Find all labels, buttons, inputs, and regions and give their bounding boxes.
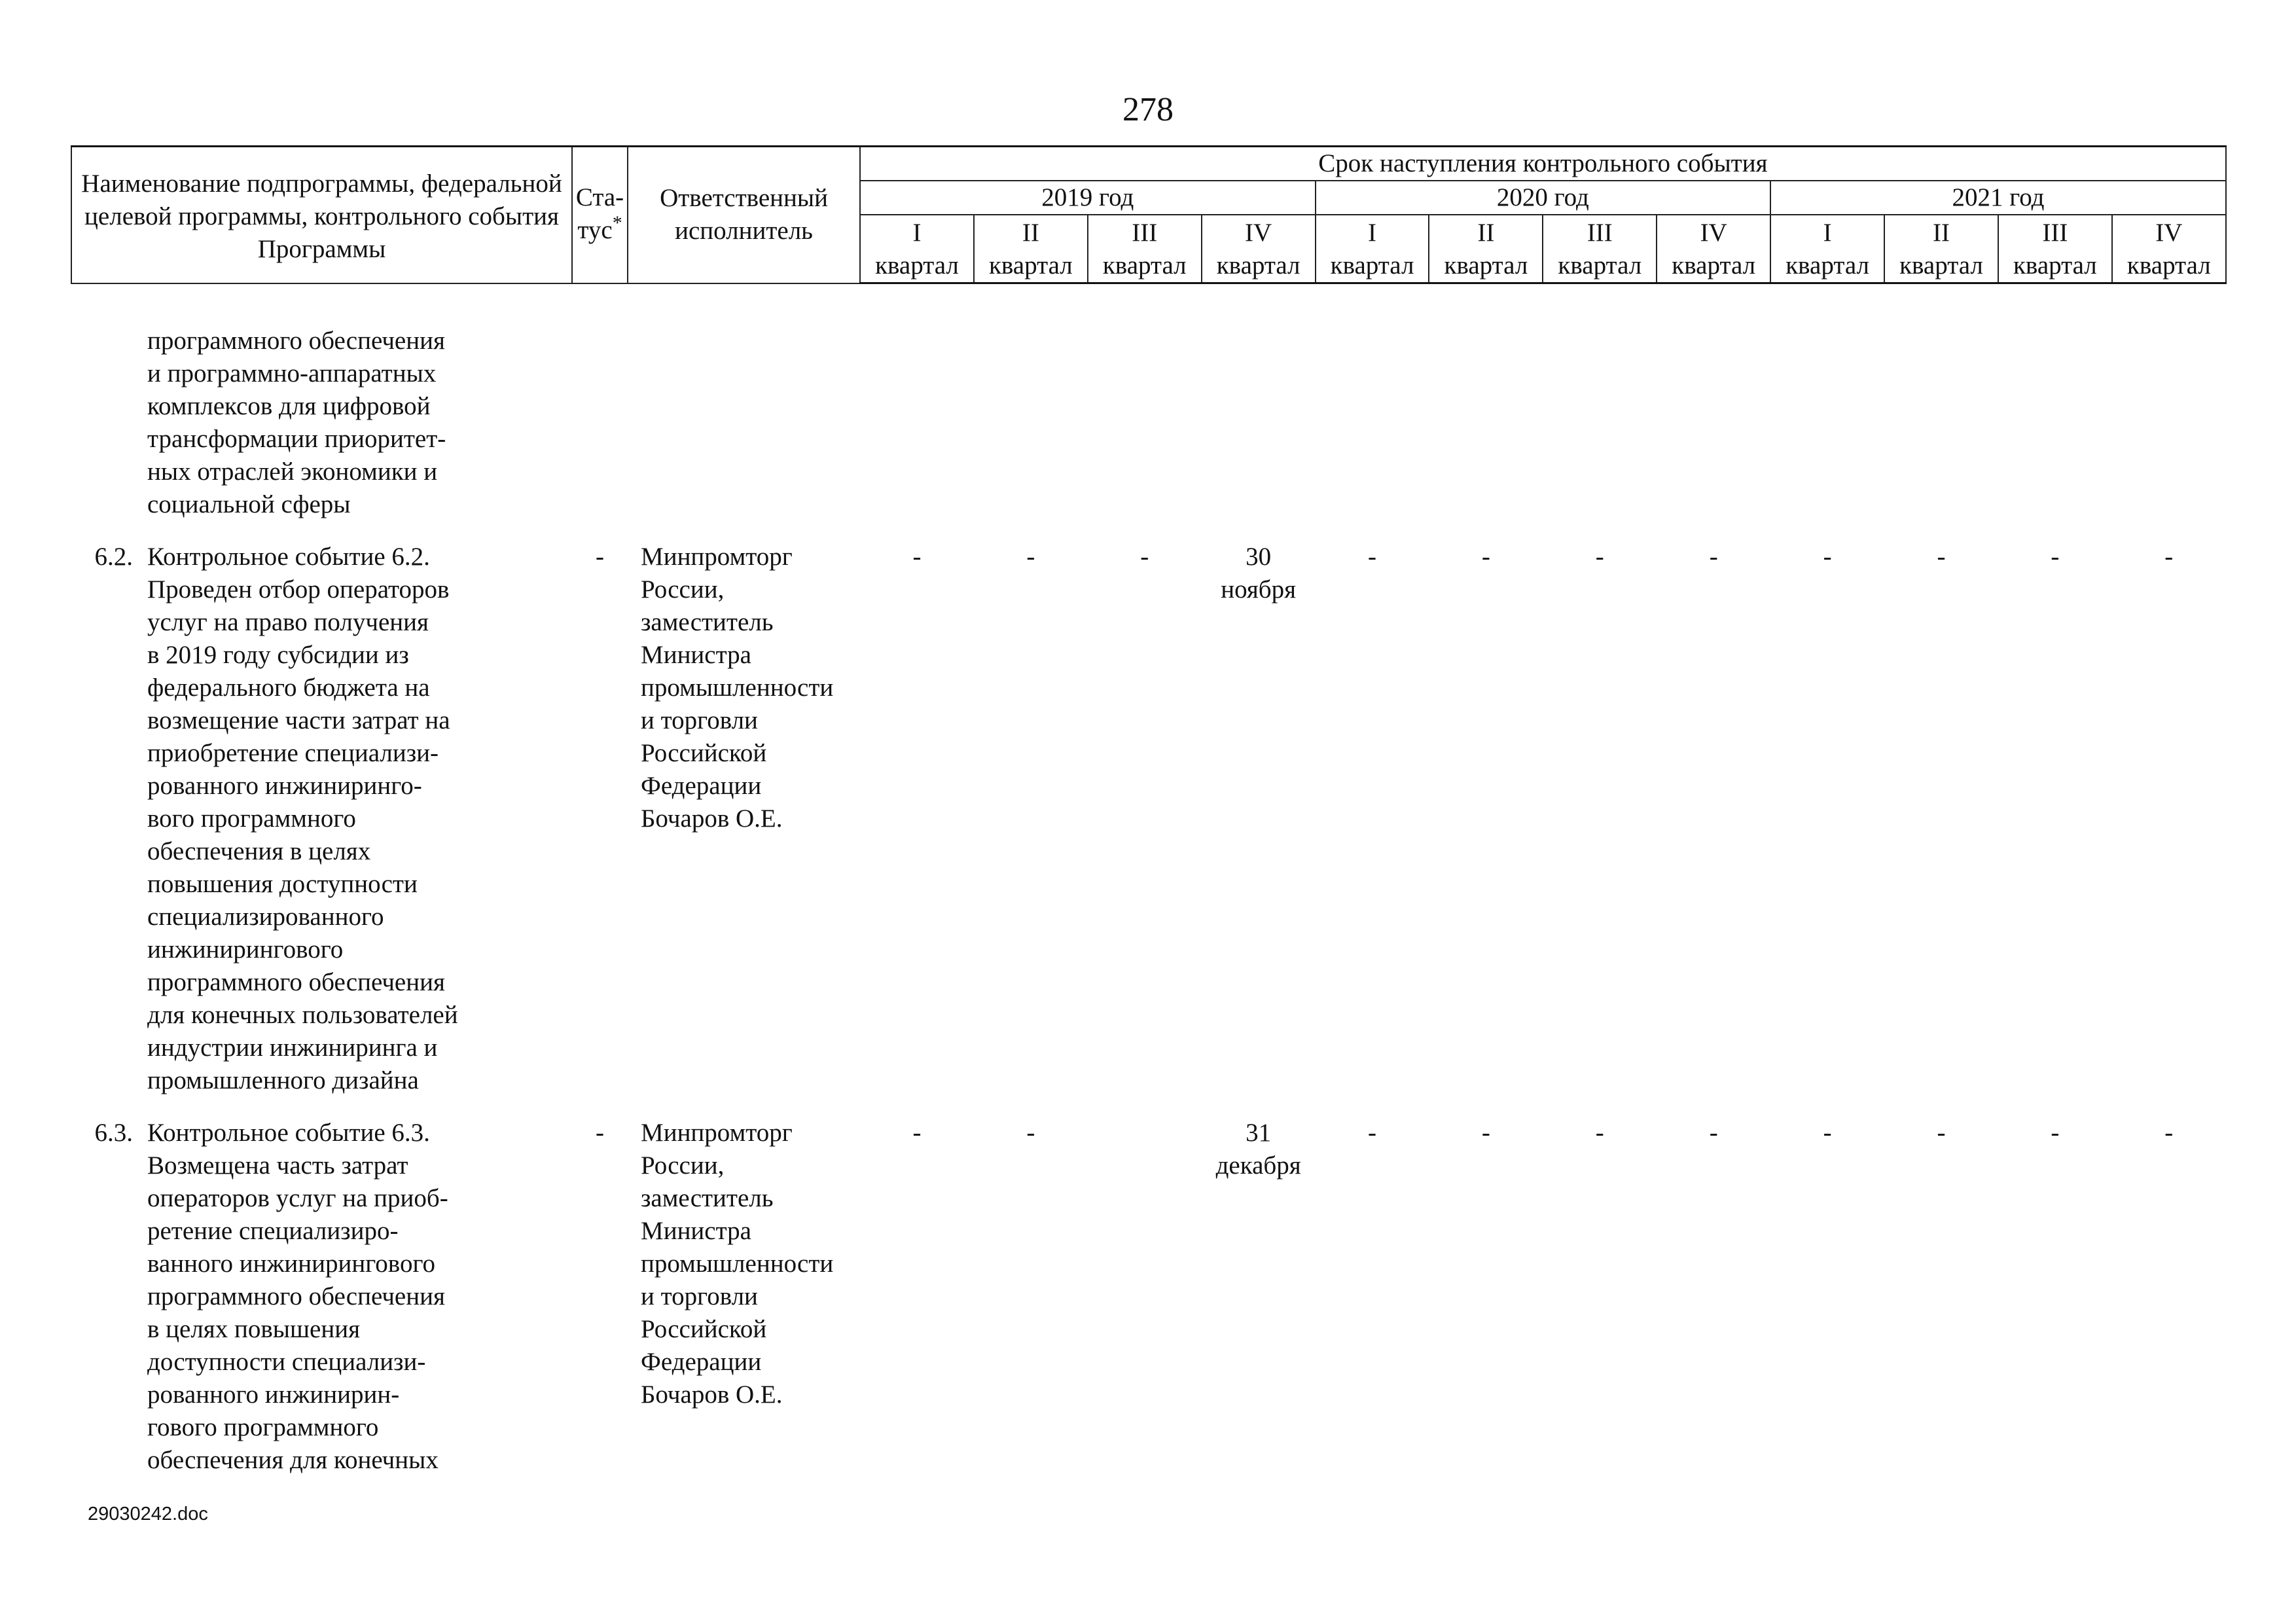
- header-quarter: [1316, 215, 1429, 283]
- header-quarter-roman: II: [1477, 219, 1495, 247]
- event-quarter-deadline: -: [1937, 1119, 1946, 1147]
- event-quarter-deadline: -: [1368, 1119, 1377, 1147]
- header-quarter-roman: III: [2042, 219, 2068, 247]
- header-quarter-roman: IV: [1700, 219, 1727, 247]
- header-status-column: [572, 147, 628, 283]
- event-quarter-deadline: -: [1595, 543, 1604, 571]
- table-row: [71, 541, 2226, 1117]
- header-quarter-word: квартал: [1558, 251, 1642, 280]
- event-quarter-deadline: -: [1026, 1119, 1035, 1147]
- event-quarter-deadline: -: [1823, 543, 1832, 571]
- header-quarter: [1884, 215, 1998, 283]
- header-quarter-word: квартал: [1444, 251, 1528, 280]
- event-quarter-deadline: -: [1481, 543, 1490, 571]
- header-quarter: [1088, 215, 1202, 283]
- event-quarter-deadline: -: [1823, 1119, 1832, 1147]
- header-quarter-roman: III: [1587, 219, 1613, 247]
- event-quarter-deadline: -: [1709, 543, 1718, 571]
- table-body: [71, 283, 2226, 1497]
- event-status: -: [596, 1119, 605, 1147]
- header-quarter: [1998, 215, 2112, 283]
- header-quarter: [1429, 215, 1543, 283]
- event-quarter-deadline: -: [912, 1119, 922, 1147]
- header-quarter: [1770, 215, 1884, 283]
- event-number: 6.3.: [94, 1119, 133, 1147]
- header-quarter-word: квартал: [1899, 251, 1983, 280]
- event-quarter-deadline: -: [1368, 543, 1377, 571]
- event-quarter-deadline: -: [2164, 543, 2174, 571]
- header-status-label: Ста- тус: [575, 183, 624, 244]
- page-number: 278: [1122, 91, 1174, 128]
- header-deadline-group: Срок наступления контрольного события: [860, 147, 2226, 181]
- event-quarter-deadline: -: [1937, 543, 1946, 571]
- event-name: Контрольное событие 6.3. Возмещена часть затрат операторов услуг на приоб- ретение специализиро- ванного инжинирингового программного обеспечения в целях повышения доступности специализи- рованного инжинирин- гового программного обеспечения для конечных: [147, 1119, 448, 1474]
- event-quarter-deadline: -: [2051, 1119, 2060, 1147]
- event-quarter-deadline: 30 ноября: [1221, 543, 1297, 604]
- event-quarter-deadline: -: [1709, 1119, 1718, 1147]
- event-number: 6.2.: [94, 543, 133, 571]
- header-quarter-roman: IV: [2155, 219, 2183, 247]
- event-quarter-deadline: -: [1026, 543, 1035, 571]
- table-row: [71, 325, 2226, 541]
- header-quarter-word: квартал: [1216, 251, 1300, 280]
- document-code: 29030242.doc: [88, 1504, 208, 1525]
- header-quarter: [1657, 215, 1770, 283]
- event-quarter-deadline: -: [1595, 1119, 1604, 1147]
- header-quarter-word: квартал: [2126, 251, 2211, 280]
- header-quarter-roman: II: [1022, 219, 1039, 247]
- header-quarter: [1543, 215, 1657, 283]
- header-year: 2021 год: [1770, 181, 2226, 215]
- header-quarter-word: квартал: [1330, 251, 1414, 280]
- event-status: -: [596, 543, 605, 571]
- header-quarter: [1202, 215, 1316, 283]
- header-quarter: [860, 215, 974, 283]
- header-quarter-word: квартал: [2013, 251, 2097, 280]
- event-name: Контрольное событие 6.2. Проведен отбор операторов услуг на право получения в 2019 году субсидии из федерального бюджета на возмещение части затрат на приобретение специализи- рованного инжиниринго- вого программного обеспечения в целях повышения доступности специализированного инжинирингового программного обеспечения для конечных пользователей индустрии инжиниринга и промышленного дизайна: [147, 543, 458, 1094]
- event-quarter-deadline: -: [1140, 543, 1149, 571]
- header-quarter-roman: II: [1932, 219, 1950, 247]
- table-row: [71, 1117, 2226, 1496]
- event-executor: Минпромторг России, заместитель Министра промышленности и торговли Российской Федерации Бочаров О.Е.: [641, 1119, 834, 1409]
- control-events-table: [71, 145, 2227, 1496]
- header-quarter: [974, 215, 1088, 283]
- header-quarter-word: квартал: [1102, 251, 1187, 280]
- header-quarter-roman: III: [1132, 219, 1158, 247]
- event-quarter-deadline: -: [2164, 1119, 2174, 1147]
- table-header: [71, 147, 2226, 283]
- header-quarter-word: квартал: [875, 251, 959, 280]
- header-year: 2019 год: [860, 181, 1316, 215]
- header-quarter-word: квартал: [988, 251, 1073, 280]
- header-quarter-roman: I: [1823, 219, 1832, 247]
- header-quarter-roman: I: [1368, 219, 1377, 247]
- header-year: 2020 год: [1316, 181, 1771, 215]
- header-name-column: Наименование подпрограммы, федеральной целевой программы, контрольного события Программы: [71, 147, 572, 283]
- event-quarter-deadline: -: [912, 543, 922, 571]
- status-footnote-mark: *: [612, 211, 622, 234]
- event-quarter-deadline: [1088, 1117, 1202, 1496]
- header-quarter-roman: IV: [1245, 219, 1272, 247]
- event-executor: Минпромторг России, заместитель Министра промышленности и торговли Российской Федерации Бочаров О.Е.: [641, 543, 834, 833]
- event-quarter-deadline: -: [2051, 543, 2060, 571]
- header-quarter-word: квартал: [1785, 251, 1869, 280]
- event-quarter-deadline: -: [1481, 1119, 1490, 1147]
- header-quarter-word: квартал: [1672, 251, 1756, 280]
- continuation-name-cell: программного обеспечения и программно-аппаратных комплексов для цифровой трансформации приоритет- ных отраслей экономики и социальной сферы: [147, 327, 446, 518]
- header-quarter: [2112, 215, 2226, 283]
- event-quarter-deadline: 31 декабря: [1215, 1119, 1301, 1180]
- header-executor-column: Ответственный исполнитель: [628, 147, 860, 283]
- header-quarter-roman: I: [912, 219, 922, 247]
